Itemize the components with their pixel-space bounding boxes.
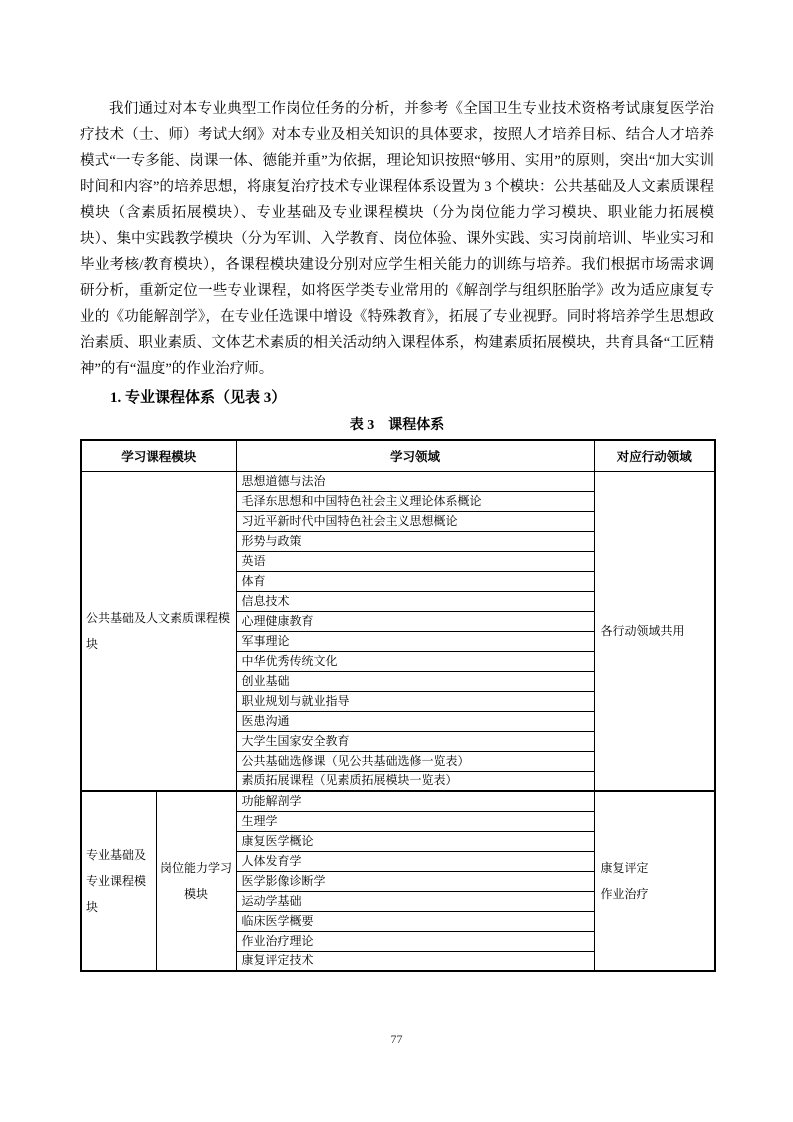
learning-area-cell: 临床医学概要: [236, 911, 594, 931]
page-content: [80, 96, 714, 972]
curriculum-table: [80, 439, 716, 972]
action-domain-cell-rehab: [594, 791, 715, 971]
learning-area-cell: 医患沟通: [236, 711, 594, 731]
learning-area-cell: 大学生国家安全教育: [236, 731, 594, 751]
learning-area-cell: 心理健康教育: [236, 611, 594, 631]
learning-area-cell: 康复评定技术: [236, 951, 594, 971]
table-caption: 表 3 课程体系: [349, 418, 445, 433]
learning-area-cell: 体育: [236, 571, 594, 591]
module-cell-professional: 专业基础及专业课程模块: [81, 791, 156, 971]
table-row: [81, 791, 715, 811]
learning-area-cell: 康复医学概论: [236, 831, 594, 851]
learning-area-cell: 习近平新时代中国特色社会主义思想概论: [236, 511, 594, 531]
learning-area-cell: 信息技术: [236, 591, 594, 611]
module-cell-public-basic: 公共基础及人文素质课程模块: [81, 471, 236, 791]
action-domain-line: 作业治疗: [600, 887, 649, 901]
learning-area-cell: 形势与政策: [236, 531, 594, 551]
learning-area-cell: 中华优秀传统文化: [236, 651, 594, 671]
page-number: 77: [390, 1032, 403, 1046]
learning-area-cell: 创业基础: [236, 671, 594, 691]
learning-area-cell: 生理学: [236, 811, 594, 831]
learning-area-cell: 素质拓展课程（见素质拓展模块一览表）: [236, 771, 594, 791]
learning-area-cell: 思想道德与法治: [236, 471, 594, 491]
section-heading: 1. 专业课程体系（见表 3）: [110, 390, 287, 406]
learning-area-cell: 功能解剖学: [236, 791, 594, 811]
column-header-action-domain: 对应行动领域: [594, 440, 715, 471]
action-domain-line: 康复评定: [600, 861, 649, 875]
learning-area-cell: 毛泽东思想和中国特色社会主义理论体系概论: [236, 491, 594, 511]
table-row: [81, 471, 715, 491]
learning-area-cell: 英语: [236, 551, 594, 571]
learning-area-cell: 作业治疗理论: [236, 931, 594, 951]
action-domain-cell-shared: 各行动领域共用: [594, 471, 715, 791]
body-paragraph: 我们通过对本专业典型工作岗位任务的分析，并参考《全国卫生专业技术资格考试康复医学治疗技术（士、师）考试大纲》对本专业及相关知识的具体要求，按照人才培养目标、结合人才培养模式“一专多能、岗课一体、德能并重”为依据，理论知识按照“够用、实用”的原则，突出“加大实训时间和内容”的培养思想，将康复治疗技术专业课程体系设置为 3 个模块：公共基础及人文素质课程模块（含素质拓展模块）、专业基础及专业课程模块（分为岗位能力学习模块、职业能力拓展模块）、集中实践教学模块（分为军训、入学教育、岗位体验、课外实践、实习岗前培训、毕业实习和毕业考核/教育模块），各课程模块建设分别对应学生相关能力的训练与培养。我们根据市场需求调研分析，重新定位一些专业课程，如将医学类专业常用的《解剖学与组织胚胎学》改为适应康复专业的《功能解剖学》，在专业任选课中增设《特殊教育》，拓展了专业视野。同时将培养学生思想政治素质、职业素质、文体艺术素质的相关活动纳入课程体系，构建素质拓展模块，共育具备“工匠精神”的有“温度”的作业治疗师。: [80, 101, 714, 377]
column-header-learning-area: 学习领域: [236, 440, 594, 471]
learning-area-cell: 公共基础选修课（见公共基础选修一览表）: [236, 751, 594, 771]
submodule-cell-post-ability: 岗位能力学习模块: [156, 791, 236, 971]
learning-area-cell: 人体发育学: [236, 851, 594, 871]
learning-area-cell: 军事理论: [236, 631, 594, 651]
learning-area-cell: 医学影像诊断学: [236, 871, 594, 891]
learning-area-cell: 运动学基础: [236, 891, 594, 911]
column-header-module: 学习课程模块: [81, 440, 236, 471]
learning-area-cell: 职业规划与就业指导: [236, 691, 594, 711]
table-header-row: [81, 440, 715, 471]
